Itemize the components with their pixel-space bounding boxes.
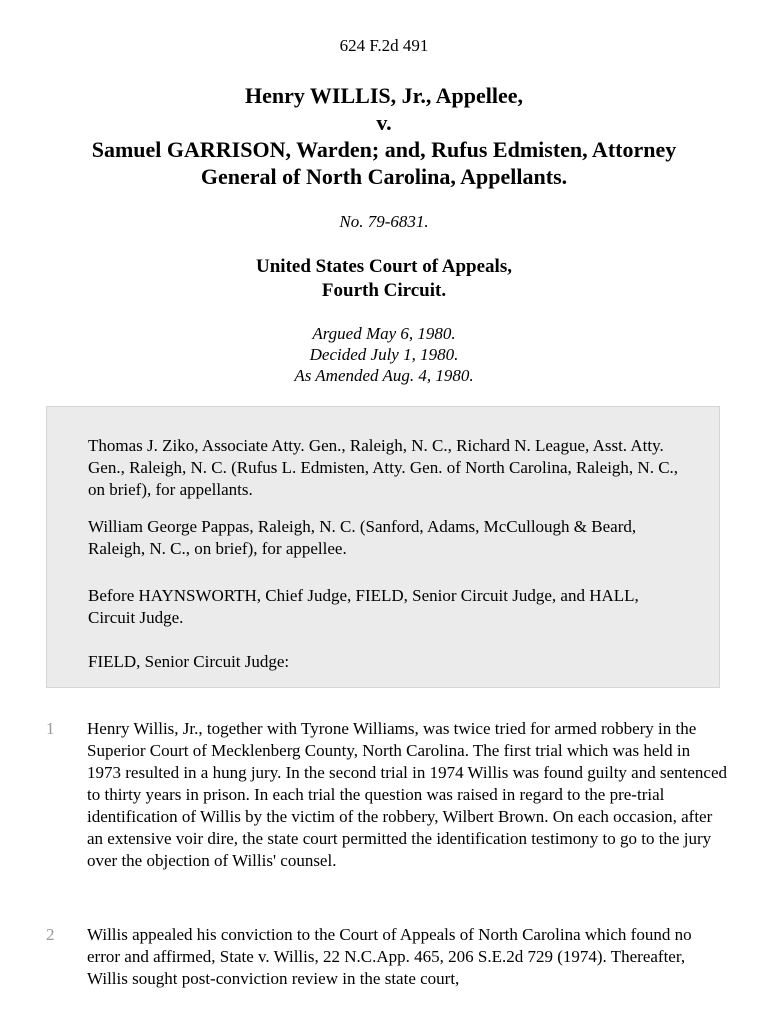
court-name xyxy=(0,255,768,303)
decided-date: Decided July 1, 1980. xyxy=(309,345,459,364)
caption-appellants-line-1: Samuel GARRISON, Warden; and, Rufus Edmisten, Attorney xyxy=(91,137,677,162)
amended-date: As Amended Aug. 4, 1980. xyxy=(294,366,474,385)
court-name-line-1: United States Court of Appeals, xyxy=(256,256,512,277)
panel-judges: Before HAYNSWORTH, Chief Judge, FIELD, Senior Circuit Judge, and HALL, Circuit Judge. xyxy=(88,586,639,627)
caption-appellee: Henry WILLIS, Jr., Appellee, xyxy=(244,83,524,108)
opinion-author: FIELD, Senior Circuit Judge: xyxy=(88,652,290,671)
counsel-appellants: Thomas J. Ziko, Associate Atty. Gen., Raleigh, N. C., Richard N. League, Asst. Atty. Gen., Raleigh, N. C. (Rufus L. Edmisten, Atty. Gen. of North Carolina, Raleigh, N. C., on brief), for appellants. xyxy=(88,436,679,499)
counsel-panel xyxy=(46,406,720,688)
case-dates xyxy=(0,323,768,386)
docket-number: No. 79-6831. xyxy=(339,212,429,231)
counsel-appellee: William George Pappas, Raleigh, N. C. (Sanford, Adams, McCullough & Beard, Raleigh, N. C., on brief), for appellee. xyxy=(88,517,637,558)
case-caption xyxy=(20,82,748,190)
court-name-line-2: Fourth Circuit. xyxy=(321,280,447,301)
caption-appellants-line-2: General of North Carolina, Appellants. xyxy=(200,164,568,189)
paragraph-text: Willis appealed his conviction to the Court of Appeals of North Carolina which found no error and affirmed, State v. Willis, 22 N.C.App. 465, 206 S.E.2d 729 (1974). Thereafter, Willis sought post-conviction review in the state court, xyxy=(87,925,692,988)
caption-versus: v. xyxy=(376,110,392,135)
argued-date: Argued May 6, 1980. xyxy=(312,324,456,343)
paragraph-number[interactable]: 2 xyxy=(46,925,55,944)
paragraph-number[interactable]: 1 xyxy=(46,719,55,738)
paragraph-text: Henry Willis, Jr., together with Tyrone Williams, was twice tried for armed robbery in the Superior Court of Mecklenberg County, North Carolina. The first trial which was held in 1973 resulted in a hung jury. In the second trial in 1974 Willis was found guilty and sentenced to thirty years in prison. In each trial the question was raised in regard to the pre-trial identification of Willis by the victim of the robbery, Wilbert Brown. On each occasion, after an extensive voir dire, the state court permitted the identification testimony to go to the jury over the objection of Willis' counsel. xyxy=(87,719,727,870)
case-citation: 624 F.2d 491 xyxy=(339,36,429,55)
